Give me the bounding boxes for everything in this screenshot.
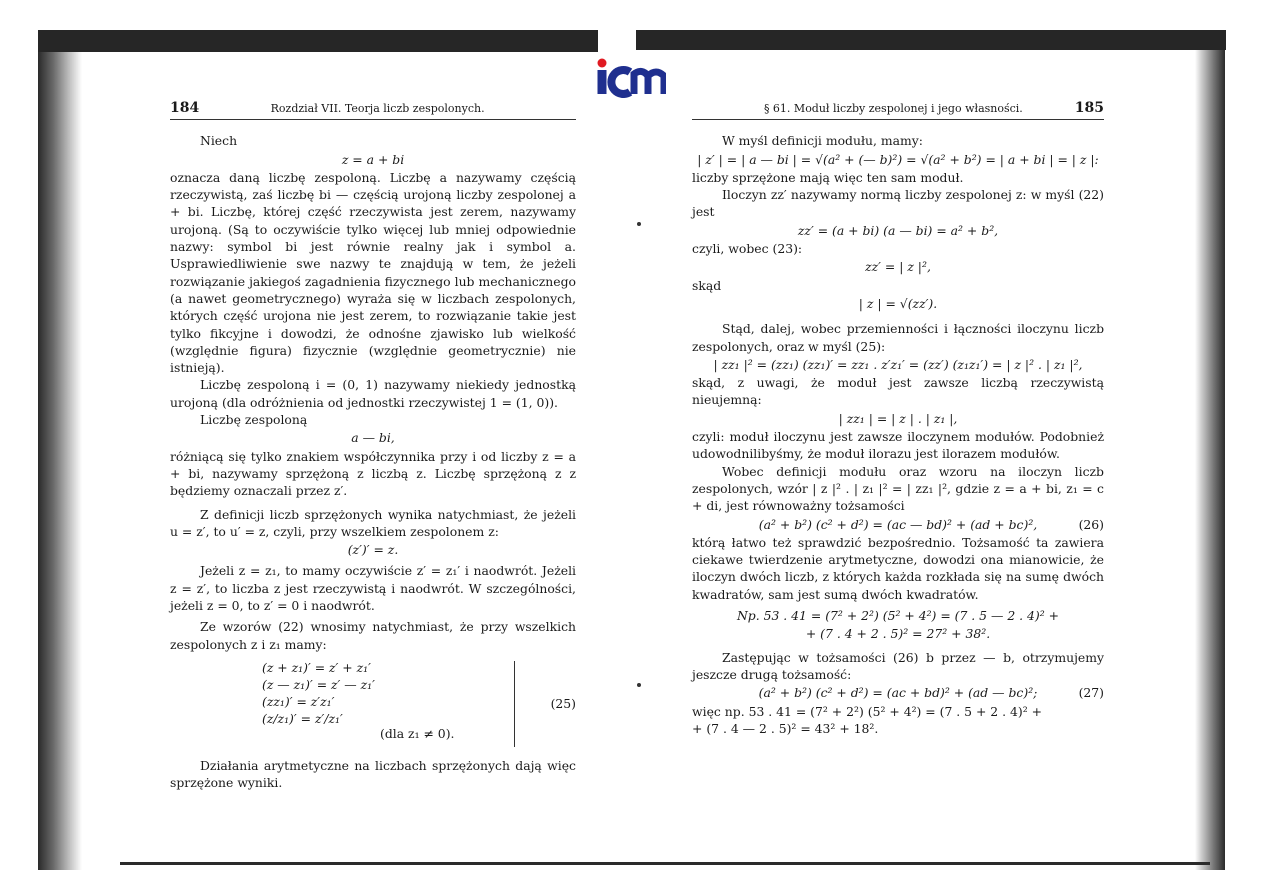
right-running-head: [692, 100, 1104, 120]
paragraph: liczby sprzężone mają więc ten sam moduł.: [692, 169, 964, 185]
system-brace: [506, 661, 515, 747]
paragraph: Jeżeli z = z₁, to mamy oczywiście z′ = z₁′ i naodwrót. Jeżeli z = z′, to liczba z jest rzeczywistą i naodwrót. W szczególności, jeżeli z = 0, to z′ = 0 i naodwrót.: [170, 563, 576, 614]
left-running-head: [170, 100, 576, 120]
paragraph: Iloczyn zz′ nazywamy normą liczby zespolonej z: w myśl (22) jest: [692, 187, 1104, 220]
equation-number: (27): [1078, 685, 1104, 701]
equation-number: (25): [550, 695, 576, 711]
system-line: (z — z₁)′ = z′ — z₁′: [262, 676, 375, 692]
icm-logo: [594, 58, 666, 98]
paragraph: Liczbę zespoloną: [200, 412, 308, 428]
system-line: (z + z₁)′ = z′ + z₁′: [262, 659, 371, 675]
equation: zz′ = | z |²,: [865, 259, 931, 275]
equation: | z′ | = | a — bi | = √(a² + (— b)²) = √(a² + b²) = | a + bi | = | z |:: [697, 151, 1099, 167]
left-page-number: 184: [170, 100, 200, 116]
equation: zz′ = (a + bi) (a — bi) = a² + b²,: [797, 222, 999, 238]
equation: | z | = √(zz′).: [858, 295, 938, 311]
scan-border-top-left: [38, 30, 598, 52]
paragraph: skąd: [692, 277, 722, 293]
paragraph: którą łatwo też sprawdzić bezpośrednio. Tożsamość ta zawiera ciekawe twierdzenie arytmetyczne, dowodzi ona mianowicie, że iloczyn dwóch liczb, z których każda rozkłada się na sumę dwóch kwadratów, sam jest sumą dwóch kwadratów.: [692, 534, 1104, 602]
equation: Np. 53 . 41 = (7² + 2²) (5² + 4²) = (7 . 5 — 2 . 4)² +: [736, 608, 1060, 624]
right-running-title: § 61. Moduł liczby zespolonej i jego własności.: [763, 102, 1023, 115]
paragraph: Wobec definicji modułu oraz wzoru na iloczyn liczb zespolonych, wzór | z |² . | z₁ |² = | zz₁ |², gdzie z = a + bi, z₁ = c + di, jest równoważny tożsamości: [692, 463, 1104, 514]
paragraph: czyli, wobec (23):: [692, 241, 803, 257]
equation-body: (a² + b²) (c² + d²) = (ac — bd)² + (ad + bc)²,: [758, 516, 1038, 532]
paragraph: Niech: [200, 133, 238, 149]
paragraph: Zastępując w tożsamości (26) b przez — b, otrzymujemy jeszcze drugą tożsamość:: [692, 649, 1104, 682]
scan-speck: [637, 683, 641, 687]
system-condition: (dla z₁ ≠ 0).: [380, 725, 455, 741]
equation: + (7 . 4 + 2 . 5)² = 27² + 38².: [805, 626, 991, 642]
paragraph: skąd, z uwagi, że moduł jest zawsze liczbą rzeczywistą nieujemną:: [692, 375, 1104, 408]
paragraph: Działania arytmetyczne na liczbach sprzężonych dają więc sprzężone wyniki.: [170, 757, 576, 791]
right-page-number: 185: [1074, 100, 1104, 116]
paragraph: różniącą się tylko znakiem współczynnika przy i od liczby z = a + bi, nazywamy sprzężoną z liczbą z. Liczbę sprzężoną z z będziemy oznaczali przez z′.: [170, 448, 576, 499]
paragraph: Z definicji liczb sprzężonych wynika natychmiast, że jeżeli u = z′, to u′ = z, czyli, przy wszelkiem zespolonem z:: [170, 506, 576, 539]
paragraph: + (7 . 4 — 2 . 5)² = 43² + 18².: [692, 720, 879, 736]
paragraph: Stąd, dalej, wobec przemienności i łączności iloczynu liczb zespolonych, oraz w myśl (25):: [692, 321, 1104, 354]
left-page: [170, 100, 576, 792]
system-line: (z/z₁)′ = z′/z₁′: [262, 710, 343, 726]
paragraph: W myśl definicji modułu, mamy:: [722, 133, 923, 149]
paragraph: Ze wzorów (22) wnosimy natychmiast, że przy wszelkich zespolonych z i z₁ mamy:: [170, 619, 576, 652]
equation: | zz₁ | = | z | . | z₁ |,: [838, 410, 958, 426]
scan-shadow-right: [1195, 30, 1225, 870]
equation: | zz₁ |² = (zz₁) (zz₁)′ = zz₁ . z′z₁′ = (zz′) (z₁z₁′) = | z |² . | z₁ |²,: [713, 356, 1083, 372]
left-running-title: Rozdział VII. Teorja liczb zespolonych.: [270, 102, 485, 115]
system-line: (zz₁)′ = z′z₁′: [262, 693, 335, 709]
equation: z = a + bi: [341, 151, 405, 167]
equation-system-25: [170, 659, 576, 751]
paragraph: czyli: moduł iloczynu jest zawsze iloczynem modułów. Podobnież udowodnilibyśmy, że moduł ilorazu jest ilorazem modułów.: [692, 429, 1104, 462]
scan-shadow-left: [38, 30, 82, 870]
equation-body: (a² + b²) (c² + d²) = (ac + bd)² + (ad — bc)²;: [758, 685, 1038, 701]
paragraph: oznacza daną liczbę zespoloną. Liczbę a nazywamy częścią rzeczywistą, zaś liczbę bi — częścią urojoną liczby zespolonej a + bi. Liczbę, której część rzeczywista jest zerem, nazywamy urojoną. (Są to oczywiście tylko więcej lub mniej odpowiednie nazwy: symbol bi jest równie realny jak i symbol a. Usprawiedliwienie swe nazwy te znajdują w tem, że jeżeli rozwiązanie jakiegoś zagadnienia fizycznego lub mechanicznego (a nawet geometrycznego) wyraża się w liczbach zespolonych, których część urojona nie jest zerem, to rozwiązanie takie jest tylko fikcyjne i dowodzi, że odnośne zjawisko lub wielkość (względnie figura) fizycznie (względnie geometrycznie) nie istnieją).: [170, 169, 576, 376]
equation-number: (26): [1078, 516, 1104, 532]
equation: (z′)′ = z.: [347, 542, 399, 558]
scan-border-bottom: [120, 862, 1210, 865]
right-page: [692, 100, 1104, 737]
equation-27: [692, 684, 1104, 701]
scan-border-top-right: [636, 30, 1226, 50]
scan-speck: [637, 222, 641, 226]
equation: a — bi,: [351, 430, 395, 446]
paragraph: Liczbę zespoloną i = (0, 1) nazywamy niekiedy jednostką urojoną (dla odróżnienia od jednostki rzeczywistej 1 = (1, 0)).: [170, 377, 576, 410]
equation-26: [692, 516, 1104, 533]
paragraph: więc np. 53 . 41 = (7² + 2²) (5² + 4²) = (7 . 5 + 2 . 4)² +: [692, 703, 1043, 719]
